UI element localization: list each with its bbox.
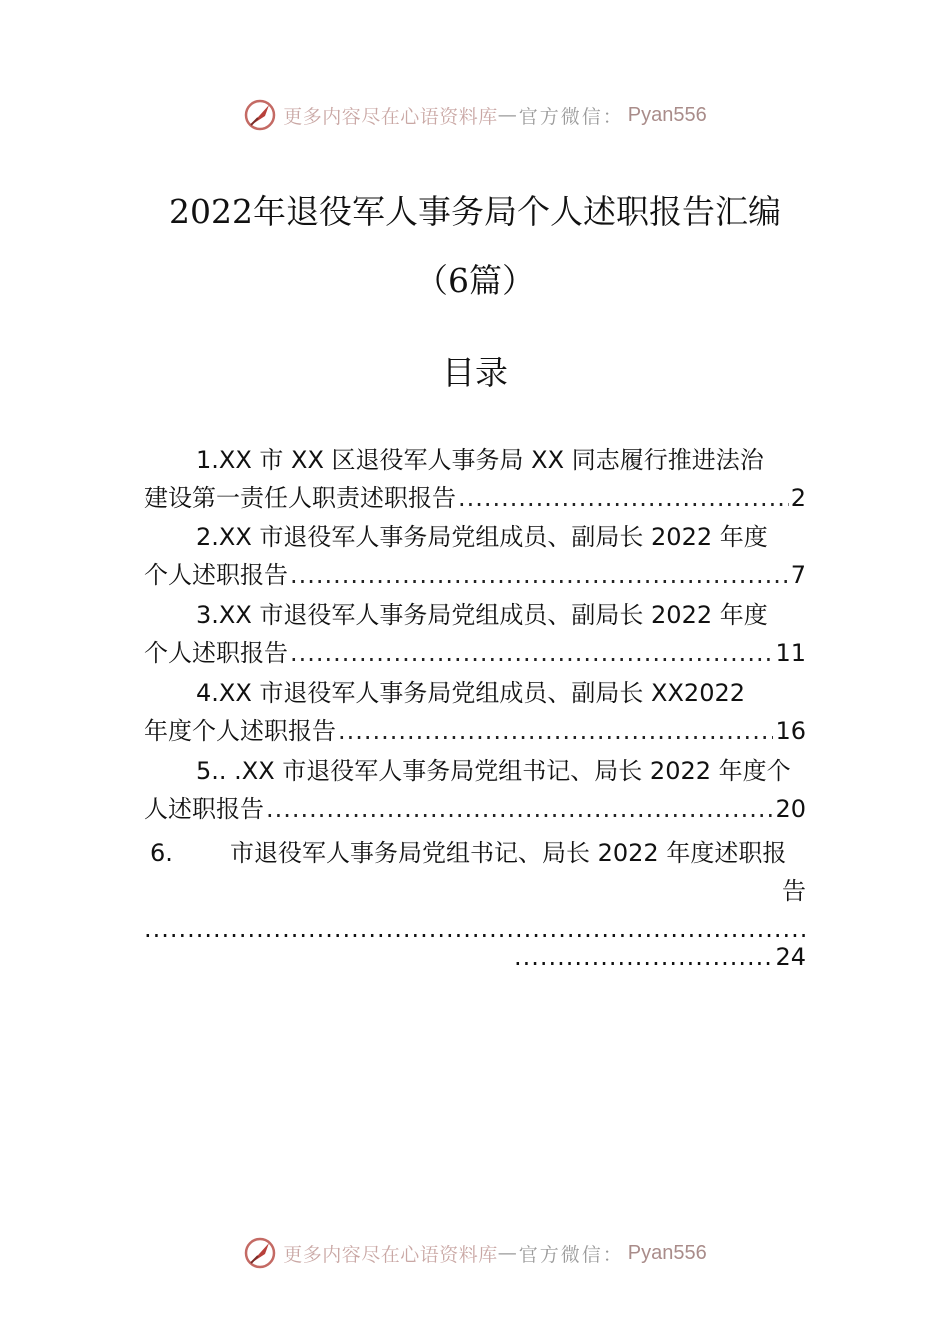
toc-entry-2-line1[interactable]: 2.XX 市退役军人事务局党组成员、副局长 2022 年度	[196, 523, 768, 551]
toc-leader-dots	[266, 790, 773, 828]
wechat-id: Pyan556	[627, 1241, 707, 1264]
toc-entry-3-line1[interactable]: 3.XX 市退役军人事务局党组成员、副局长 2022 年度	[196, 601, 768, 629]
banner-dash: —	[497, 1242, 519, 1264]
toc-entry-4-title: 年度个人述职报告	[144, 717, 336, 745]
toc-entry-1-line2[interactable]	[144, 479, 806, 517]
toc-entry-6-line2[interactable]: 告	[782, 877, 806, 905]
toc-entry-5-page: 20	[775, 795, 806, 823]
toc-entry-5-line1[interactable]: 5.. .XX 市退役军人事务局党组书记、局长 2022 年度个	[196, 757, 791, 785]
toc-entry-2-title: 个人述职报告	[144, 561, 288, 589]
toc-entry-5-title: 人述职报告	[144, 795, 264, 823]
wechat-id: Pyan556	[627, 103, 707, 126]
toc-entry-1-page: 2	[790, 484, 806, 512]
banner-dash: —	[497, 104, 519, 126]
toc-leader-dots	[290, 634, 773, 672]
document-subtitle: （6篇）	[415, 261, 535, 300]
toc-entry-5-line2[interactable]	[144, 790, 806, 828]
toc-entry-6-number: 6.	[150, 839, 173, 867]
wechat-label: 官方微信：	[518, 105, 624, 128]
header-banner	[0, 95, 950, 135]
toc-entry-2-page: 7	[790, 561, 806, 589]
wechat-label: 官方微信：	[518, 1243, 624, 1266]
toc-entry-1-title: 建设第一责任人职责述职报告	[144, 484, 456, 512]
quill-logo-icon	[243, 1236, 277, 1270]
toc-entry-1-line1[interactable]: 1.XX 市 XX 区退役军人事务局 XX 同志履行推进法治	[196, 446, 764, 474]
toc-entry-6-page: 24	[775, 943, 806, 971]
toc-heading: 目录	[442, 353, 508, 392]
toc-leader-dots	[514, 938, 775, 976]
toc-entry-2-line2[interactable]	[144, 556, 806, 594]
toc-entry-3-line2[interactable]	[144, 634, 806, 672]
toc-leader-dots	[338, 712, 773, 750]
document-title: 2022年退役军人事务局个人述职报告汇编	[169, 192, 781, 231]
toc-entry-4-line1[interactable]: 4.XX 市退役军人事务局党组成员、副局长 XX2022	[196, 679, 745, 707]
promo-text: 更多内容尽在心语资料库	[283, 1243, 498, 1266]
toc-entry-4-page: 16	[775, 717, 806, 745]
toc-leader-dots	[290, 556, 789, 594]
toc-entry-6-page-line[interactable]	[514, 938, 806, 976]
footer-banner	[0, 1233, 950, 1273]
toc-entry-4-line2[interactable]	[144, 712, 806, 750]
promo-text: 更多内容尽在心语资料库	[283, 105, 498, 128]
toc-entry-3-title: 个人述职报告	[144, 639, 288, 667]
quill-logo-icon	[243, 98, 277, 132]
toc-leader-dots	[458, 479, 789, 517]
toc-entry-6-line1[interactable]: 市退役军人事务局党组书记、局长 2022 年度述职报	[230, 839, 787, 867]
toc-entry-3-page: 11	[775, 639, 806, 667]
